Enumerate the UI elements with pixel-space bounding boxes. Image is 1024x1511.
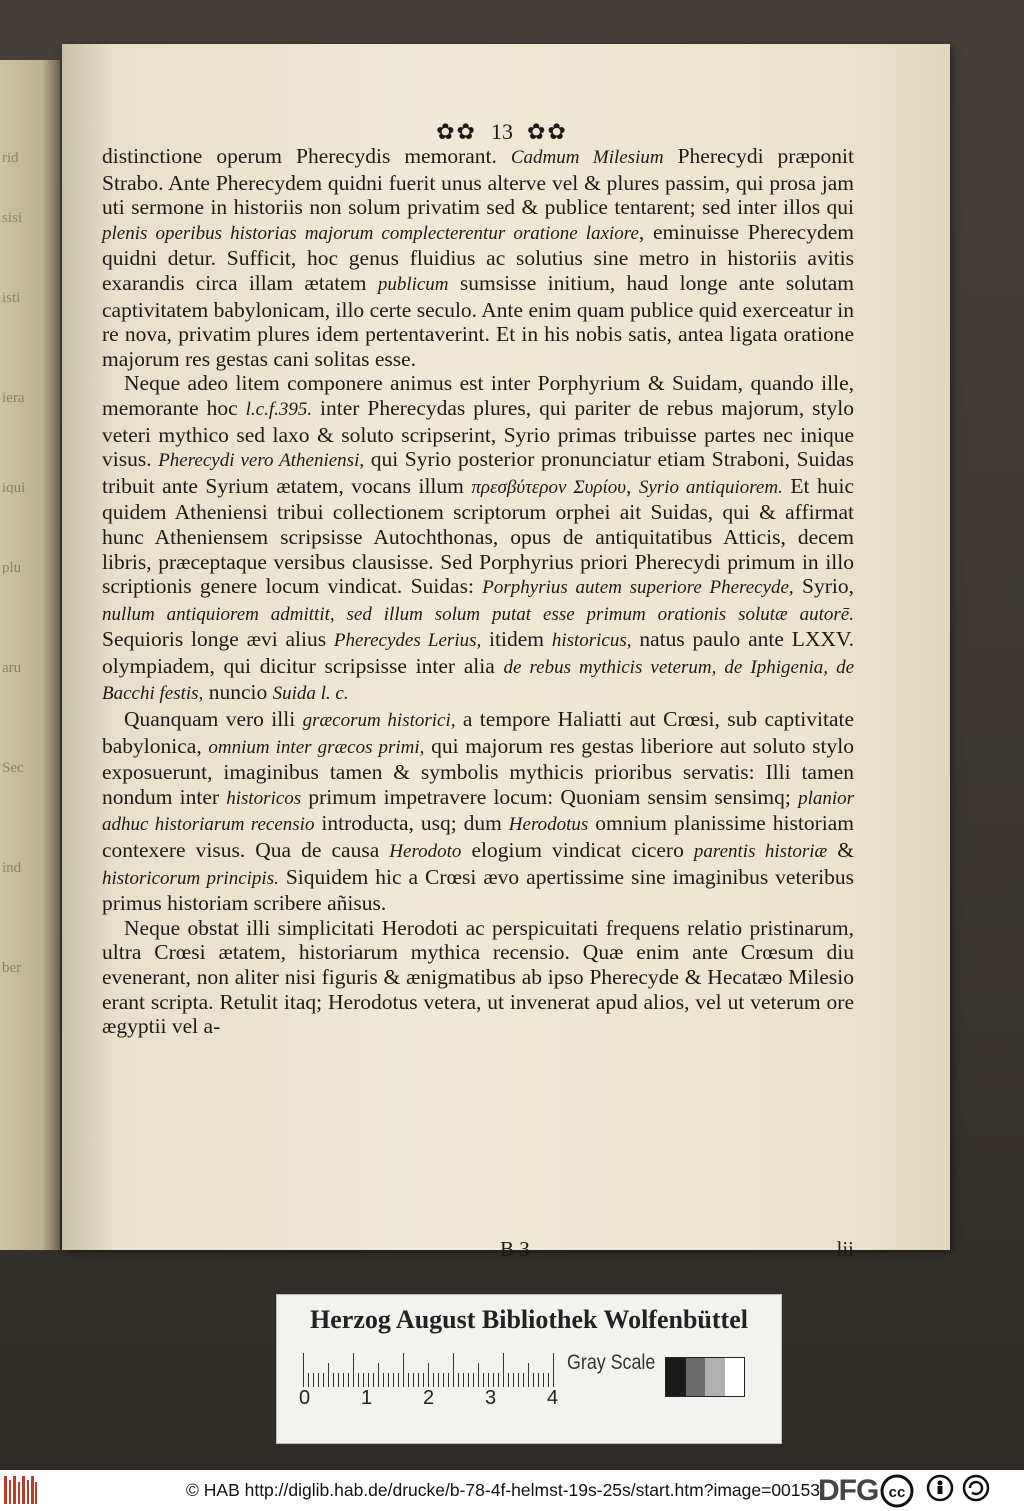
ruler-tick bbox=[493, 1373, 494, 1387]
ruler-number: 1 bbox=[361, 1387, 373, 1409]
ruler-tick bbox=[303, 1353, 304, 1387]
italic-text: Syrio antiquiorem. bbox=[638, 476, 783, 498]
text-run: Neque obstat illi simplicitati Herodoti ac perspicuitati frequens relatio pristinarum, ultra Crœsi ætatem, historiarum mythica recensio. Quæ enim ante Crœsum diu evenerant, non aliter nisi figuris & ænigmatibus ab ipso Pherecyde & Hecatæo Milesio erant scripta. Retulit itaq; Herodotus vetera, ut invenerat apud alios, vel ut veterum ore ægyptii vel a- bbox=[102, 915, 854, 1039]
gray-swatch bbox=[725, 1358, 745, 1396]
page-header bbox=[402, 119, 602, 145]
ruler-tick bbox=[363, 1373, 364, 1387]
gray-scale-label: Gray Scale bbox=[567, 1351, 656, 1374]
ruler-tick bbox=[448, 1373, 449, 1387]
ornament-right: ✿✿ bbox=[527, 119, 568, 144]
ruler-tick bbox=[523, 1373, 524, 1387]
italic-text: nullum antiquiorem admittit, sed illum solum putat esse primum orationis solutæ autorē. bbox=[102, 603, 854, 625]
text-run: sumsisse initium, haud longe ante solutam captivitatem babylonicam, illo certe seculo. Ante enim quam publice quid exerceatur in re nova, privatim plures idem pertentaverint. Et in his nobis satis, antea ligata oratione majorum res gestas cani solitas esse. bbox=[102, 270, 854, 371]
text-run: , eminuisse Pherecydem quidni detur. Sufficit, hoc genus fluidius ac solutius sine metro in historiis avitis exarandis circa illam ætatem bbox=[102, 219, 854, 295]
ruler-tick bbox=[358, 1373, 359, 1387]
text-run: Neque adeo litem componere animus est inter Porphyrium & Suidam, quando ille, memorante hoc bbox=[102, 371, 854, 420]
ruler-tick bbox=[543, 1373, 544, 1387]
book-page bbox=[62, 44, 950, 1261]
viewer-footer bbox=[0, 1470, 1024, 1511]
ruler-tick bbox=[378, 1363, 379, 1387]
ruler-tick bbox=[328, 1363, 329, 1387]
ruler-tick bbox=[473, 1373, 474, 1387]
ruler-tick bbox=[413, 1373, 414, 1387]
ruler-tick bbox=[528, 1363, 529, 1387]
italic-text: l.c.f.395. bbox=[245, 398, 313, 420]
ruler-tick bbox=[433, 1373, 434, 1387]
paragraph bbox=[102, 144, 854, 371]
ruler-tick bbox=[408, 1373, 409, 1387]
text-run: primum impetravere locum: Quoniam sensim sensimq; bbox=[301, 784, 799, 809]
ruler-tick bbox=[368, 1373, 369, 1387]
ruler-tick bbox=[428, 1363, 429, 1387]
text-run: Syrio, bbox=[793, 574, 854, 599]
italic-text: græcorum historici, bbox=[302, 710, 456, 732]
sa-icon bbox=[964, 1476, 988, 1500]
ruler-tick bbox=[338, 1373, 339, 1387]
cc-icon bbox=[882, 1476, 912, 1506]
text-run: nuncio bbox=[203, 680, 273, 705]
ruler-tick bbox=[498, 1373, 499, 1387]
italic-text: Herodoto bbox=[389, 841, 462, 863]
text-run: omnium planissime historiam contexere visus. Qua de causa bbox=[102, 811, 854, 863]
catchword: lii bbox=[836, 1237, 854, 1261]
ruler-tick bbox=[503, 1353, 504, 1387]
text-run: Siquidem hic a Crœsi ævo apertissime sine imaginibus veteribus primus historiam scribere añisus. bbox=[102, 864, 854, 916]
italic-text: Porphyrius autem superiore Pherecyde, bbox=[482, 577, 794, 599]
italic-text: historicos bbox=[226, 787, 302, 809]
body-text bbox=[102, 144, 854, 1039]
ruler-tick bbox=[313, 1373, 314, 1387]
ruler-tick bbox=[418, 1373, 419, 1387]
italic-text: Suida l. c. bbox=[272, 683, 349, 705]
ruler-tick bbox=[518, 1373, 519, 1387]
color-calibration-strip bbox=[276, 1294, 782, 1444]
ruler-number: 4 bbox=[547, 1387, 559, 1409]
ruler-tick bbox=[348, 1373, 349, 1387]
ruler-tick bbox=[318, 1373, 319, 1387]
text-run: Et huic quidem Atheniensi tribui collectionem scriptorum orphei ait Suidas, qui & affirmat hunc Atheniensem scripsisse Autochthonas, opus de antiquitatibus Atticis, decem libris, præceptaque versibus clausisse. Sed Porphyrius priori Pherecydi primum in illo scriptionis genere locum vindicat. Suidas: bbox=[102, 473, 855, 599]
gray-swatch bbox=[705, 1358, 725, 1396]
ruler-tick bbox=[438, 1373, 439, 1387]
paragraph bbox=[102, 371, 854, 707]
ruler-tick bbox=[533, 1373, 534, 1387]
italic-text: parentis historiæ bbox=[693, 841, 828, 863]
paragraph bbox=[102, 916, 854, 1039]
ruler-tick bbox=[458, 1373, 459, 1387]
library-name: Herzog August Bibliothek Wolfenbüttel bbox=[310, 1305, 748, 1334]
ruler-tick bbox=[513, 1373, 514, 1387]
ruler-tick bbox=[478, 1363, 479, 1387]
italic-text: Pherecydes Lerius, bbox=[333, 630, 482, 652]
text-run: Sequioris longe ævi alius bbox=[102, 627, 334, 652]
italic-text: publicum bbox=[377, 273, 449, 295]
ruler-tick bbox=[333, 1373, 334, 1387]
ruler-number: 2 bbox=[423, 1387, 435, 1409]
italic-text: πρεσβύτερον Συρίου bbox=[471, 476, 626, 498]
text-run: qui Syrio posterior pronunciatur etiam Straboni, Suidas tribuit ante Syrium ætatem, vocans illum bbox=[102, 447, 854, 498]
italic-text: historicorum principis. bbox=[102, 867, 279, 889]
ornament-left: ✿✿ bbox=[436, 119, 477, 144]
italic-text: Herodotus bbox=[508, 814, 589, 836]
ruler-tick bbox=[508, 1373, 509, 1387]
italic-text: de rebus mythicis veterum, de Iphigenia, de Bacchi festis, bbox=[102, 656, 854, 705]
ruler-tick bbox=[403, 1353, 404, 1387]
text-run: a tempore Haliatti aut Crœsi, sub captivitate babylonica, bbox=[102, 707, 854, 758]
previous-page-edge: rid sisi isti iera iqui plu aru Sec ind ber bbox=[0, 60, 60, 1250]
ruler-tick bbox=[463, 1373, 464, 1387]
text-run: Pherecydi præponit Strabo. Ante Pherecydem quidni fuerit unus alterve vel & plures passim, qui prosa jam uti sermone in historiis non solum privatim sed & publice tentarent; sed inter illos qui bbox=[102, 144, 854, 220]
italic-text: omnium inter græcos primi, bbox=[208, 736, 425, 758]
ruler-tick bbox=[468, 1373, 469, 1387]
italic-text: planior adhuc historiarum recensio bbox=[102, 787, 855, 836]
ruler-number: 0 bbox=[299, 1387, 311, 1409]
ruler-tick bbox=[423, 1373, 424, 1387]
text-run: natus paulo ante LXXV. olympiadem, qui dicitur scripsisse inter alia bbox=[102, 627, 855, 678]
text-run: , bbox=[625, 473, 639, 498]
text-run: Quanquam vero illi bbox=[124, 707, 303, 732]
ruler-tick bbox=[453, 1353, 454, 1387]
ruler-tick bbox=[393, 1373, 394, 1387]
ruler-scale bbox=[303, 1353, 555, 1387]
ruler-tick bbox=[373, 1373, 374, 1387]
text-run: itidem bbox=[481, 627, 552, 652]
text-run: elogium vindicat cicero bbox=[461, 838, 694, 863]
ruler-tick bbox=[443, 1373, 444, 1387]
ruler-tick bbox=[383, 1373, 384, 1387]
ruler-tick bbox=[323, 1373, 324, 1387]
italic-text: Cadmum Milesium bbox=[510, 147, 664, 168]
copyright-link[interactable]: © HAB http://diglib.hab.de/drucke/b-78-4f-helmst-19s-25s/start.htm?image=00153 bbox=[186, 1480, 820, 1500]
dfg-logo: DFG bbox=[818, 1474, 879, 1507]
ruler-tick bbox=[483, 1373, 484, 1387]
text-run: qui majorum res gestas liberiore aut soluto stylo exposuerunt, imaginibus tamen & symbolis mythicis prioribus servatis: Illi tamen nondum inter bbox=[102, 733, 854, 809]
ruler-tick bbox=[553, 1353, 554, 1387]
ruler-tick bbox=[388, 1373, 389, 1387]
text-run: inter Pherecydas plures, qui pariter de rebus majorum, stylo veteri mythico sed laxo & soluto scripserint, Syrio primas tribuisse partes nec inique visus. bbox=[102, 395, 854, 472]
gray-swatch bbox=[686, 1358, 706, 1396]
gray-swatch bbox=[666, 1358, 686, 1396]
license-icons bbox=[880, 1474, 1020, 1508]
svg-text:cc: cc bbox=[888, 1484, 906, 1501]
paragraph bbox=[102, 707, 854, 916]
text-run: distinctione operum Pherecydis memorant. bbox=[102, 144, 511, 168]
ruler-tick bbox=[353, 1353, 354, 1387]
ruler-tick bbox=[538, 1373, 539, 1387]
ruler-tick bbox=[343, 1373, 344, 1387]
text-run: & bbox=[827, 838, 854, 863]
barcode-icon bbox=[4, 1476, 38, 1504]
ruler-tick bbox=[308, 1373, 309, 1387]
ruler-tick bbox=[488, 1373, 489, 1387]
ruler-tick bbox=[398, 1373, 399, 1387]
text-run: introducta, usq; dum bbox=[314, 811, 509, 836]
italic-text: Pherecydi vero Atheniensi, bbox=[158, 450, 365, 472]
ruler-tick bbox=[548, 1373, 549, 1387]
italic-text: plenis operibus historias majorum complecterentur oratione laxiore bbox=[102, 222, 639, 244]
page-footer bbox=[102, 1237, 854, 1263]
ruler-number: 3 bbox=[485, 1387, 497, 1409]
italic-text: historicus, bbox=[551, 630, 632, 652]
gray-scale-swatch bbox=[665, 1357, 745, 1397]
ruler-numbers bbox=[299, 1387, 579, 1411]
page-number: 13 bbox=[491, 119, 513, 144]
signature-mark: B 3 bbox=[500, 1237, 530, 1261]
by-icon bbox=[928, 1476, 952, 1500]
